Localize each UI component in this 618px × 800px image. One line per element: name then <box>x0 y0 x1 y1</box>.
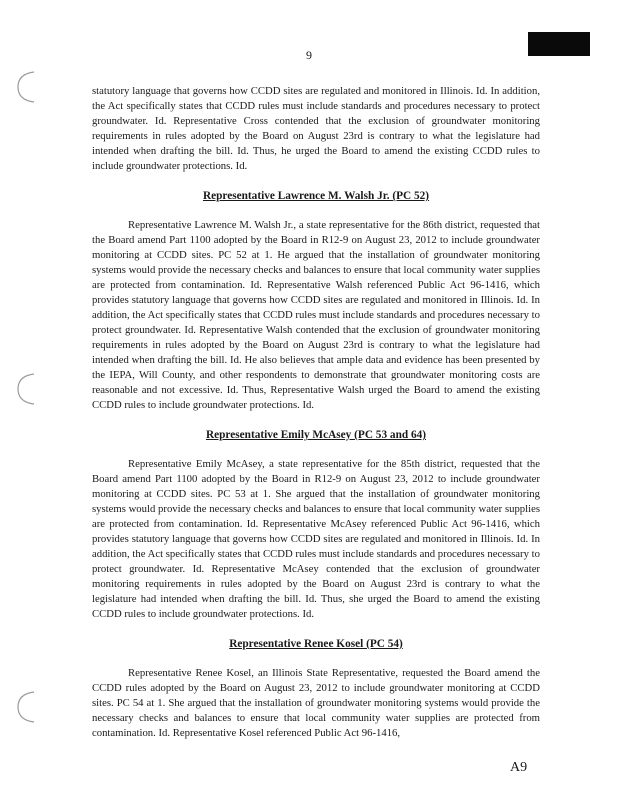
intro-paragraph: statutory language that governs how CCDD sites are regulated and monitored in Illinois. Id. In addition, the Act specifically states that CCDD rules must include standards and procedures necessary to protect groundwater. Id. Representative Cross contended that the exclusion of groundwater monitoring requirements in rules adopted by the Board on August 23rd is contrary to what the legislature had intended when drafting the bill. Id. Thus, he urged the Board to amend the existing CCDD rules to include groundwater protections. Id. <box>92 85 540 172</box>
punch-hole-mark-top <box>14 70 36 104</box>
redaction-block <box>528 32 590 56</box>
mcasey-paragraph: Representative Emily McAsey, a state representative for the 85th district, requested that the Board amend Part 1100 adopted by the Board in R12-9 on August 23, 2012 to include groundwater monitoring at CCDD sites. PC 53 at 1. She argued that the installation of groundwater monitoring systems would provide the necessary checks and balances to ensure that local community water supplies are protected from contamination. Id. Representative McAsey referenced Public Act 96-1416, which provides statutory language that governs how CCDD sites are regulated and monitored in Illinois. Id. In addition, the Act specifically states that CCDD rules must include standards and procedures necessary to protect groundwater. Id. Representative McAsey contended that the exclusion of groundwater monitoring requirements in rules adopted by the Board on August 23rd is contrary to what the legislature had intended when drafting the bill. Id. Thus, she urged the Board to amend the existing CCDD rules to include groundwater protections. Id. <box>92 458 540 620</box>
punch-hole-mark-middle <box>14 372 36 406</box>
punch-hole-mark-bottom <box>14 690 36 724</box>
walsh-paragraph: Representative Lawrence M. Walsh Jr., a state representative for the 86th district, requested that the Board amend Part 1100 adopted by the Board in R12-9 on August 23, 2012 to include groundwater monitoring at CCDD sites. PC 52 at 1. He argued that the installation of groundwater monitoring systems would provide the necessary checks and balances to ensure that local community water supplies are protected from contamination. Id. Representative Walsh referenced Public Act 96-1416, which provides statutory language that governs how CCDD sites are regulated and monitored in Illinois. Id. In addition, the Act specifically states that CCDD rules must include standards and procedures necessary to protect groundwater. Id. Representative Walsh contended that the exclusion of groundwater monitoring requirements in rules adopted by the Board on August 23rd is contrary to what the legislature had intended when drafting the bill. Id. He also believes that ample data and evidence has been presented by the IEPA, Will County, and other respondents to demonstrate that groundwater monitoring costs are reasonable and not excessive. Id. Thus, Representative Walsh urged the Board to amend the existing CCDD rules to include groundwater protections. Id. <box>92 219 540 411</box>
document-body <box>92 84 540 741</box>
appendix-page-label: A9 <box>510 760 528 775</box>
heading-kosel: Representative Renee Kosel (PC 54) <box>229 638 403 650</box>
heading-walsh: Representative Lawrence M. Walsh Jr. (PC 52) <box>202 190 430 202</box>
kosel-paragraph: Representative Renee Kosel, an Illinois State Representative, requested the Board amend the CCDD rules adopted by the Board on August 23, 2012 to include groundwater monitoring at CCDD sites. PC 54 at 1. She argued that the installation of groundwater monitoring systems would provide the necessary checks and balances to ensure that local community water supplies are protected from contamination. Id. Representative Kosel referenced Public Act 96-1416, <box>92 667 540 739</box>
page-number: 9 <box>306 48 312 62</box>
heading-mcasey: Representative Emily McAsey (PC 53 and 64) <box>205 429 427 441</box>
